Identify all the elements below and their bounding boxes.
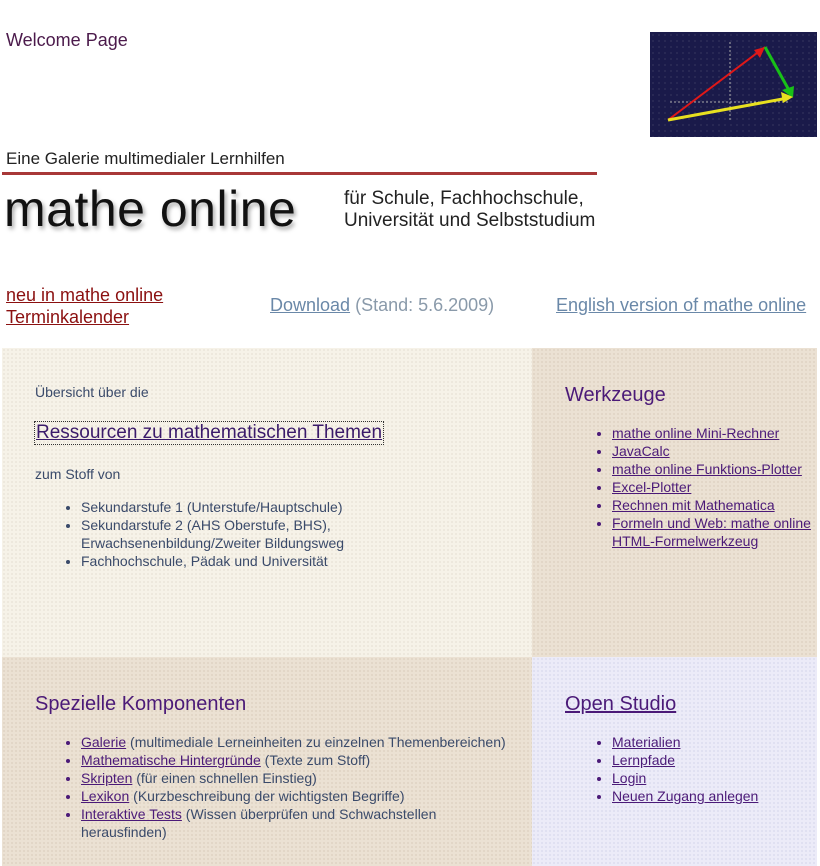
skripten-link[interactable]: Skripten	[81, 770, 133, 786]
resources-link[interactable]: Ressourcen zu mathematischen Themen	[36, 422, 383, 443]
list-item	[81, 805, 521, 841]
tool-link-formelwerkzeug[interactable]: Formeln und Web: mathe online HTML-Formelwerkzeug	[612, 515, 811, 549]
interaktive-tests-link[interactable]: Interaktive Tests	[81, 806, 182, 822]
item-description: (Kurzbeschreibung der wichtigsten Begriffe)	[133, 788, 405, 804]
calendar-link[interactable]: Terminkalender	[6, 307, 130, 327]
item-description: (multimediale Lerneinheiten zu einzelnen Themenbereichen)	[130, 734, 506, 750]
download-link[interactable]: Download	[270, 295, 351, 315]
list-item	[612, 496, 812, 514]
tool-link-mini-rechner[interactable]: mathe online Mini-Rechner	[612, 425, 780, 441]
brand-logo-text: mathe online	[4, 181, 297, 237]
news-link[interactable]: neu in mathe online	[6, 285, 164, 305]
neuer-zugang-link[interactable]: Neuen Zugang anlegen	[612, 788, 759, 804]
stoff-label: zum Stoff von	[35, 466, 121, 482]
tools-panel	[532, 348, 817, 657]
list-item	[81, 733, 521, 751]
tool-link-javacalc[interactable]: JavaCalc	[612, 443, 670, 459]
welcome-heading: Welcome Page	[6, 30, 128, 50]
news-links	[6, 284, 163, 328]
list-item	[612, 514, 812, 550]
tagline-rule	[2, 172, 597, 175]
english-version-link[interactable]: English version of mathe online	[556, 295, 807, 315]
open-studio-list	[566, 733, 820, 805]
tools-list	[566, 424, 812, 550]
open-studio-panel	[532, 657, 817, 866]
list-item	[612, 751, 820, 769]
download-status: (Stand: 5.6.2009)	[355, 295, 495, 315]
list-item	[612, 478, 812, 496]
list-item	[81, 751, 521, 769]
list-item: • Sekundarstufe 1 (Unterstufe/Hauptschule)	[81, 498, 501, 516]
item-description: (für einen schnellen Einstieg)	[136, 770, 317, 786]
list-item	[81, 769, 521, 787]
special-components-title: Spezielle Komponenten	[35, 693, 247, 715]
brand-subtitle-line2: Universität und Selbststudium	[344, 210, 596, 231]
materialien-link[interactable]: Materialien	[612, 734, 681, 750]
download-block	[270, 295, 494, 316]
galerie-link[interactable]: Galerie	[81, 734, 127, 750]
resources-intro: Übersicht über die	[35, 384, 149, 400]
list-item	[612, 424, 812, 442]
open-studio-link[interactable]: Open Studio	[565, 693, 677, 715]
list-item	[612, 733, 820, 751]
item-description: (Texte zum Stoff)	[264, 752, 371, 768]
list-item	[612, 769, 820, 787]
hintergruende-link[interactable]: Mathematische Hintergründe	[81, 752, 261, 768]
open-studio-title	[565, 693, 676, 716]
english-version	[556, 295, 806, 316]
list-item: • Sekundarstufe 2 (AHS Oberstufe, BHS), Erwachsenenbildung/Zweiter Bildungsweg	[81, 516, 501, 552]
special-components-list	[35, 733, 521, 841]
lexikon-link[interactable]: Lexikon	[81, 788, 130, 804]
brand-subtitle	[344, 188, 595, 232]
vector-logo-image	[650, 32, 817, 137]
list-item	[612, 787, 820, 805]
tool-link-mathematica[interactable]: Rechnen mit Mathematica	[612, 497, 775, 513]
tools-title: Werkzeuge	[565, 384, 666, 406]
tool-link-funktions-plotter[interactable]: mathe online Funktions-Plotter	[612, 461, 802, 477]
special-components-panel	[2, 657, 532, 866]
list-item: • Fachhochschule, Pädak und Universität	[81, 552, 501, 570]
brand-subtitle-line1: für Schule, Fachhochschule,	[344, 188, 584, 209]
list-item	[612, 460, 812, 478]
resources-panel	[2, 348, 532, 657]
tagline: Eine Galerie multimedialer Lernhilfen	[6, 149, 285, 168]
list-item	[81, 787, 521, 805]
list-item	[612, 442, 812, 460]
item-description: (Wissen überprüfen und Schwachstellen herausfinden)	[81, 806, 437, 840]
levels-list	[35, 498, 501, 570]
login-link[interactable]: Login	[612, 770, 647, 786]
lernpfade-link[interactable]: Lernpfade	[612, 752, 676, 768]
tool-link-excel-plotter[interactable]: Excel-Plotter	[612, 479, 692, 495]
